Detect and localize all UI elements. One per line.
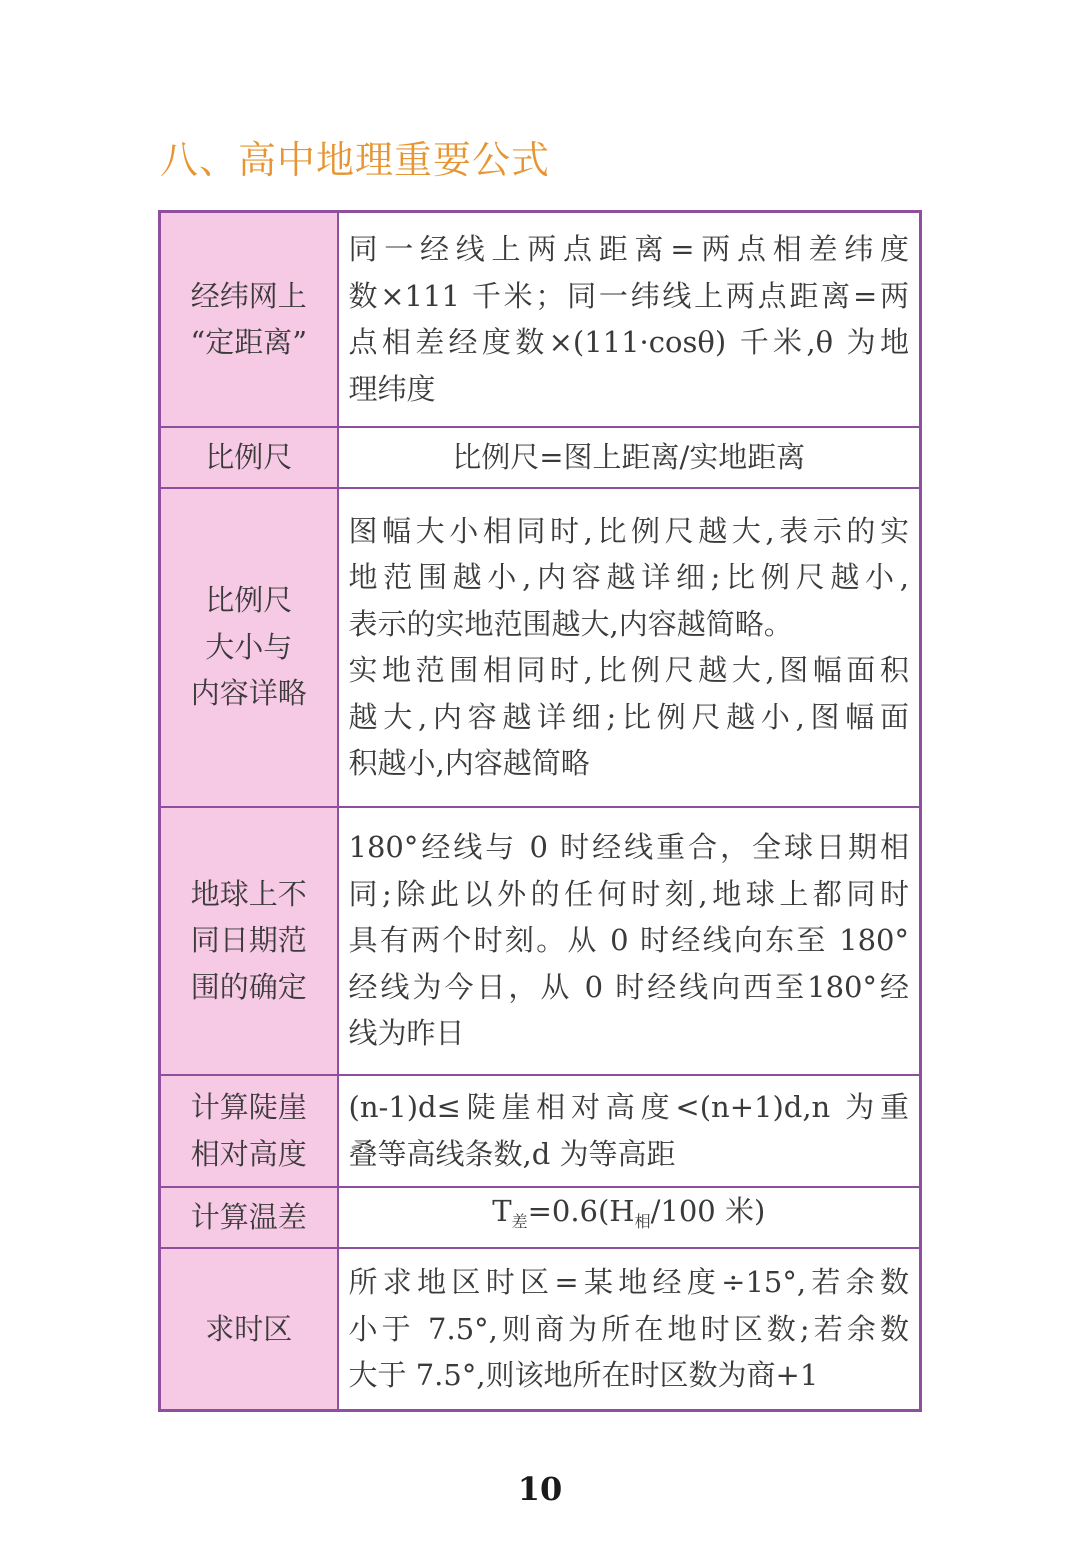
formula-tail: /100 米) — [650, 1194, 766, 1229]
content-line: 表示的实地范围越大,内容越简略。 — [348, 606, 793, 641]
label-line: 计算温差 — [190, 1199, 307, 1234]
label-line: 围的确定 — [190, 969, 307, 1004]
content-line: 越大,内容越详细;比例尺越小,图幅面 — [348, 699, 909, 734]
table-row — [160, 1248, 921, 1411]
content-line: 数×111 千米；同一纬线上两点距离=两 — [348, 278, 909, 313]
formula-t-subscript: 差 — [511, 1212, 528, 1232]
label-line: 求时区 — [205, 1311, 293, 1346]
content-line: 经线为今日，从 0 时经线向西至180°经 — [348, 969, 909, 1004]
label-line: 内容详略 — [190, 676, 307, 711]
content-line: 地范围越小,内容越详细;比例尺越小, — [348, 560, 909, 594]
row-label — [160, 807, 338, 1075]
content-line: (n-1)d≤陡崖相对高度<(n+1)d,n 为重 — [348, 1090, 909, 1124]
row-label — [160, 488, 338, 807]
table-row — [160, 807, 921, 1075]
content-line: 叠等高线条数,d 为等高距 — [348, 1136, 676, 1171]
row-label — [160, 1187, 338, 1248]
row-label — [160, 1248, 338, 1411]
label-line: 比例尺 — [205, 583, 293, 618]
content-line: 线为昨日 — [348, 1016, 465, 1051]
label-line: 计算陡崖 — [190, 1090, 307, 1124]
row-label — [160, 212, 338, 427]
table-row — [160, 212, 921, 427]
label-line: 经纬网上 — [190, 278, 307, 313]
row-content — [338, 212, 921, 427]
page-number: 10 — [517, 1470, 563, 1508]
table-row — [160, 1187, 921, 1248]
content-line: 所求地区时区=某地经度÷15°,若余数 — [348, 1265, 909, 1299]
content-line: 小于 7.5°,则商为所在地时区数;若余数 — [348, 1311, 909, 1346]
row-content — [338, 807, 921, 1075]
row-label — [160, 1075, 338, 1187]
formula-table — [158, 210, 922, 1412]
content-line: 比例尺=图上距离/实地距离 — [452, 439, 806, 474]
content-line: 同一经线上两点距离=两点相差纬度 — [348, 232, 909, 267]
content-line: 实地范围相同时,比例尺越大,图幅面积 — [348, 653, 909, 687]
row-content — [338, 1187, 921, 1248]
row-label — [160, 427, 338, 488]
content-line: 图幅大小相同时,比例尺越大,表示的实 — [348, 513, 909, 548]
content-line: 同;除此以外的任何时刻,地球上都同时 — [348, 876, 909, 911]
formula-mid: =0.6(H — [527, 1194, 635, 1229]
label-line: 比例尺 — [205, 439, 293, 474]
label-line: 大小与 — [205, 629, 293, 664]
content-line: 点相差经度数×(111·cosθ) 千米,θ 为地 — [348, 325, 909, 360]
content-line: 具有两个时刻。从 0 时经线向东至 180° — [348, 923, 909, 958]
row-content — [338, 1075, 921, 1187]
label-line: 地球上不 — [190, 876, 307, 911]
page-heading: 八、高中地理重要公式 — [160, 138, 551, 182]
row-content — [338, 427, 921, 488]
content-line: 理纬度 — [348, 371, 436, 406]
table-row — [160, 488, 921, 807]
row-content — [338, 488, 921, 807]
content-line: 大于 7.5°,则该地所在时区数为商+1 — [348, 1358, 819, 1392]
label-line: 相对高度 — [190, 1136, 307, 1171]
content-line: 180°经线与 0 时经线重合，全球日期相 — [348, 830, 909, 865]
formula-t: T — [492, 1194, 512, 1229]
content-line: 积越小,内容越简略 — [348, 746, 590, 780]
label-line: “定距离” — [190, 325, 308, 360]
table-row — [160, 427, 921, 488]
temperature-formula — [349, 1188, 910, 1246]
formula-h-subscript: 相 — [634, 1212, 651, 1232]
label-line: 同日期范 — [190, 923, 307, 958]
row-content — [338, 1248, 921, 1411]
table-row — [160, 1075, 921, 1187]
